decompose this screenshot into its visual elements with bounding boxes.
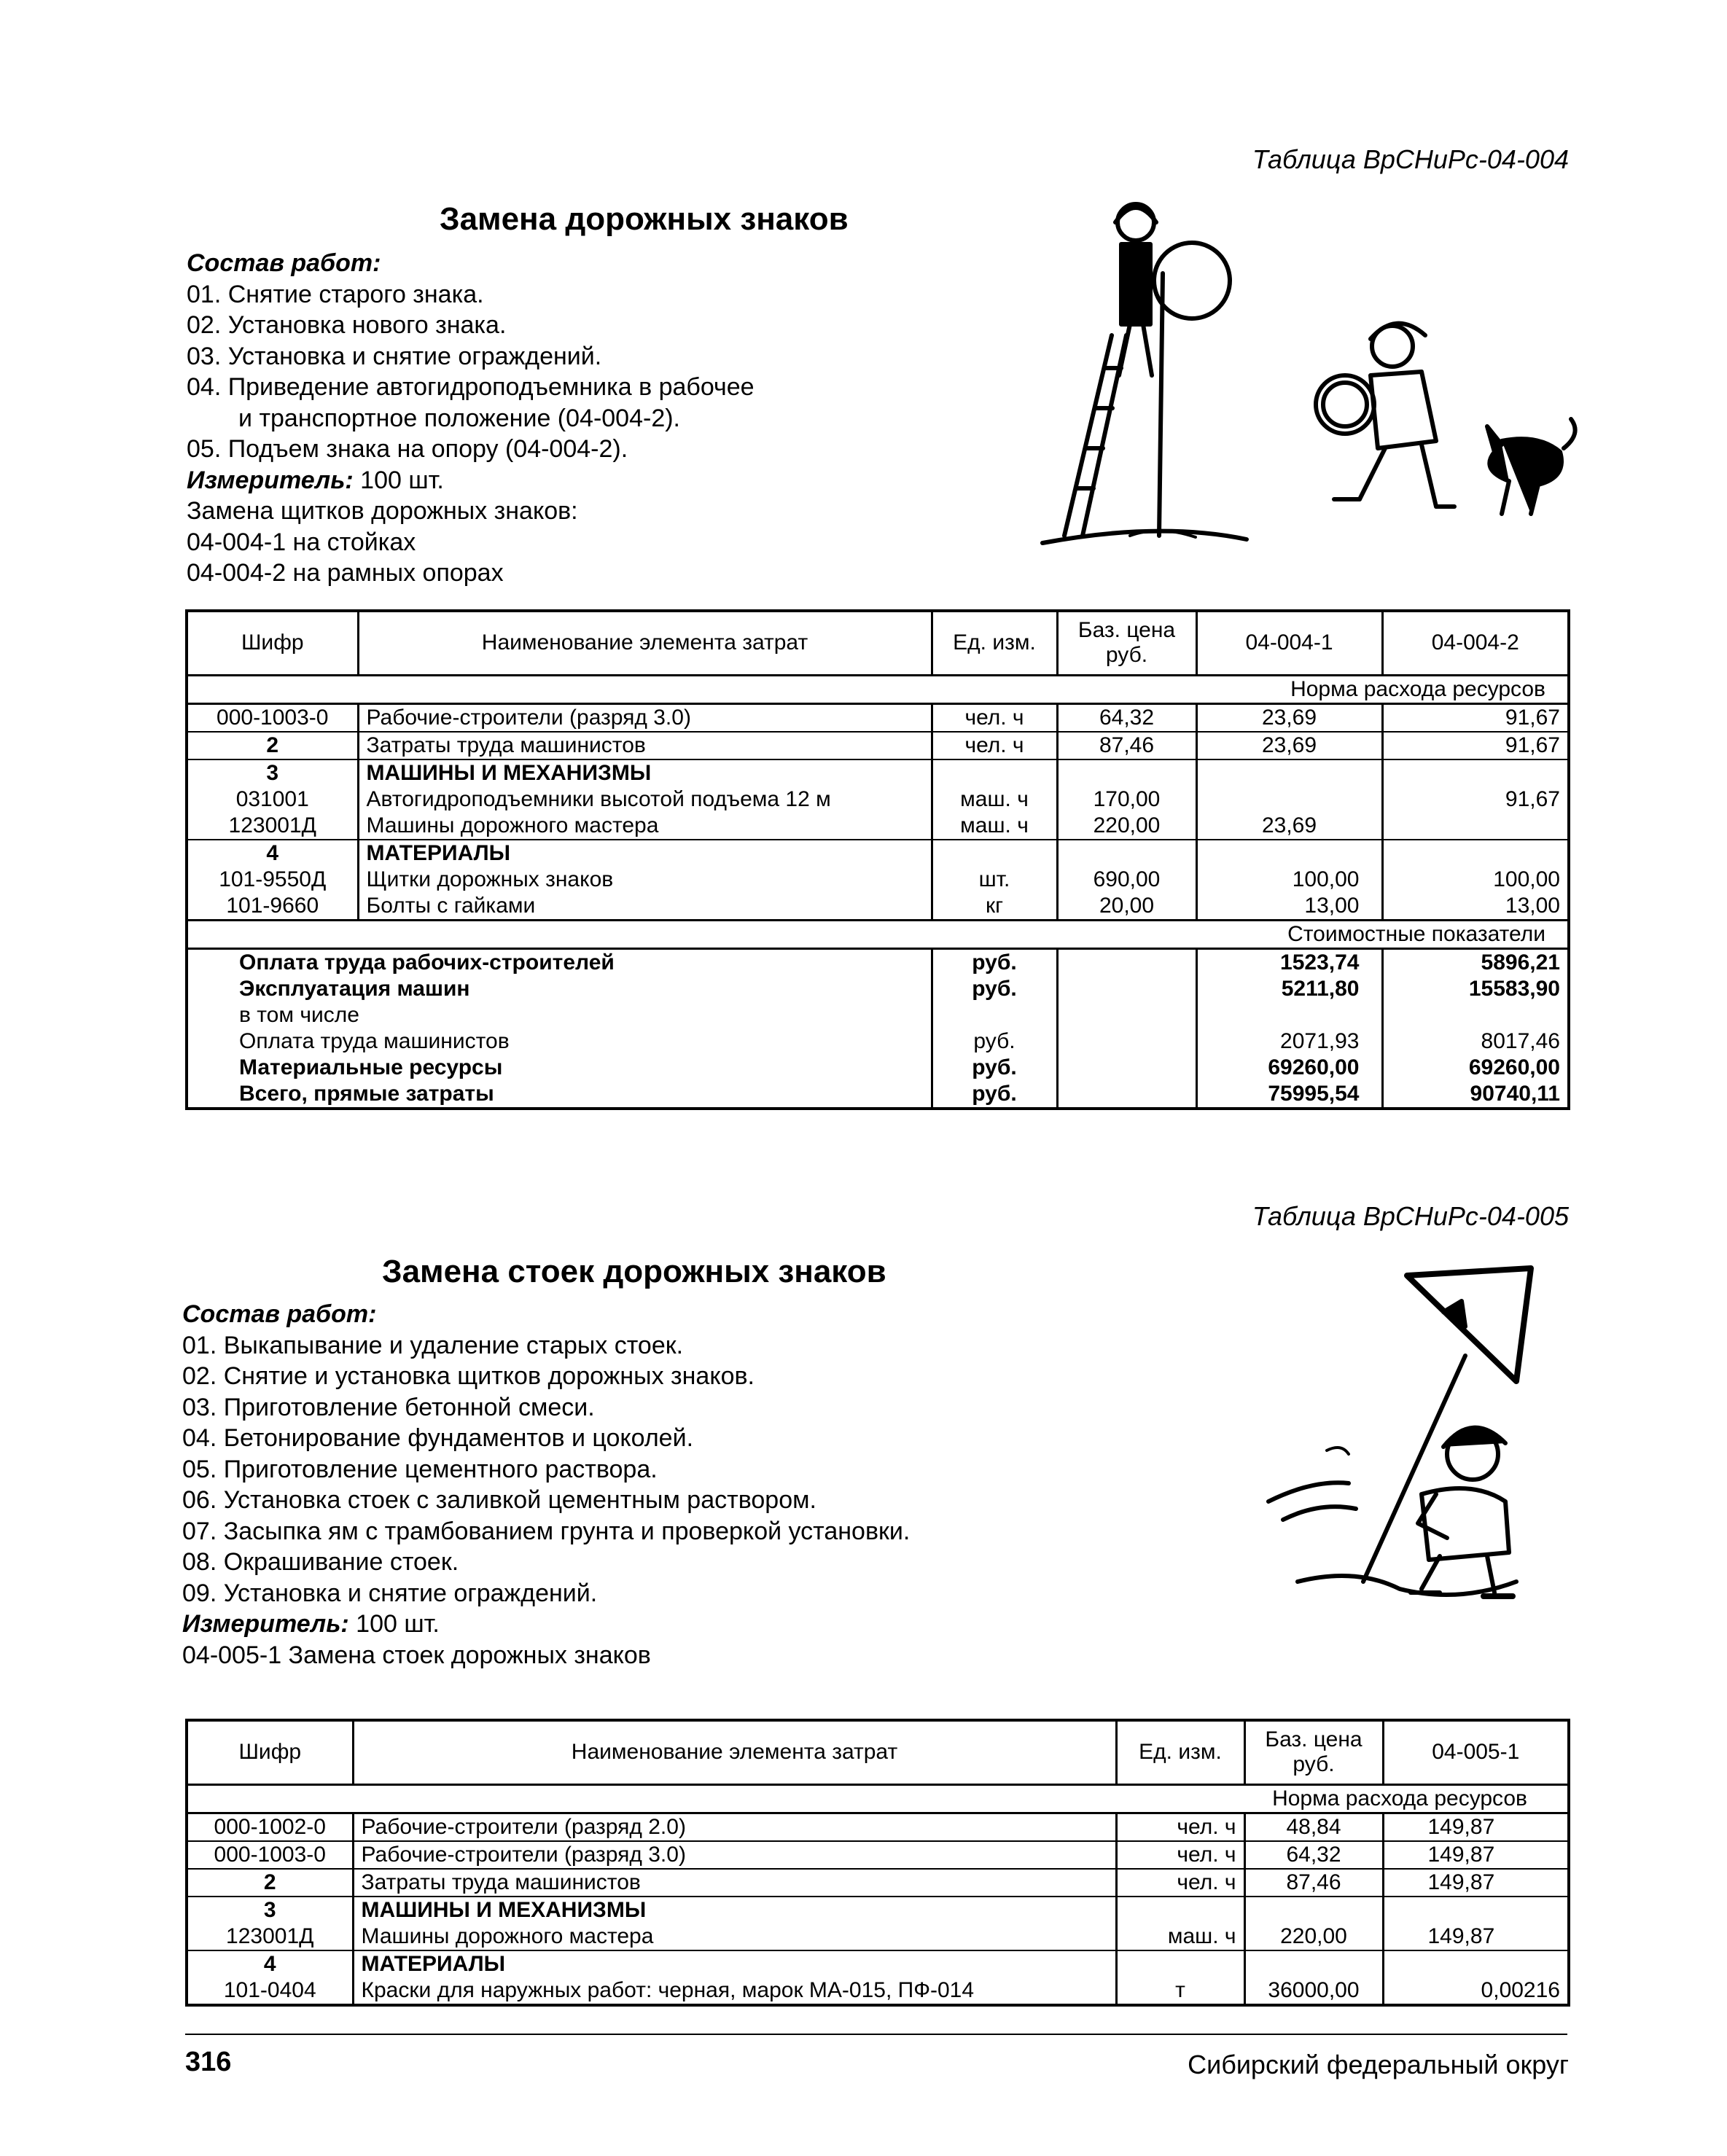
cell-name: Краски для наружных работ: черная, марок МА-015, ПФ-014 [353, 1977, 1116, 2005]
cell-value: 8017,46 [1382, 1028, 1569, 1055]
meter-label: Измеритель: [182, 1610, 349, 1638]
cell-unit: чел. ч [1116, 1841, 1244, 1869]
cell-value: 149,87 [1383, 1923, 1569, 1950]
meter-label: Измеритель: [187, 466, 354, 494]
column-header: Баз. цена руб. [1244, 1720, 1383, 1784]
cell-value: 75995,54 [1196, 1081, 1382, 1109]
cost-row [187, 1002, 1569, 1028]
cell-price: 87,46 [1057, 732, 1196, 759]
work-composition [187, 248, 755, 589]
table-row-group-header [187, 759, 1569, 786]
column-header: Ед. изм. [1116, 1720, 1244, 1784]
extra-line: 04-004-1 на стойках [187, 528, 416, 556]
cell-unit: маш. ч [932, 786, 1057, 813]
cell-value: 149,87 [1383, 1869, 1569, 1897]
workers-illustration [1028, 193, 1582, 565]
meter-value: 100 шт. [348, 1610, 440, 1638]
table-header-row [187, 611, 1569, 675]
band-row [187, 1784, 1569, 1813]
cell-value: 91,67 [1382, 732, 1569, 759]
table-caption: Таблица ВрСНиРс-04-005 [1252, 1201, 1569, 1231]
cell-value: 23,69 [1196, 732, 1382, 759]
cell-value: 69260,00 [1382, 1055, 1569, 1081]
cell-value: 5896,21 [1382, 948, 1569, 976]
column-header: Шифр [187, 1720, 353, 1784]
table-row [187, 1813, 1569, 1841]
cell-code: 000-1003-0 [187, 703, 358, 732]
table-row [187, 1869, 1569, 1897]
step: 06. Установка стоек с заливкой цементным раствором. [182, 1486, 816, 1514]
cell-code: 000-1002-0 [187, 1813, 353, 1841]
step: 01. Снятие старого знака. [187, 280, 484, 308]
cell-value: 91,67 [1382, 786, 1569, 813]
band-row [187, 675, 1569, 703]
cell-unit: чел. ч [932, 732, 1057, 759]
cell-value: 90740,11 [1382, 1081, 1569, 1109]
work-composition [182, 1299, 910, 1671]
cell-name: Рабочие-строители (разряд 3.0) [353, 1841, 1116, 1869]
table-row [187, 1923, 1569, 1950]
cell-value: 2071,93 [1196, 1028, 1382, 1055]
meter-value: 100 шт. [353, 466, 444, 494]
cell-name: Рабочие-строители (разряд 3.0) [358, 703, 932, 732]
cell-unit: руб. [932, 1081, 1057, 1109]
cell-name: Затраты труда машинистов [358, 732, 932, 759]
extra-line: Замена щитков дорожных знаков: [187, 497, 578, 525]
cell-code: 031001 [187, 786, 358, 813]
table-caption: Таблица ВрСНиРс-04-004 [1252, 144, 1569, 174]
cost-row [187, 948, 1569, 976]
table-row [187, 867, 1569, 893]
cell-unit: чел. ч [1116, 1869, 1244, 1897]
cell-value: 13,00 [1196, 893, 1382, 921]
step: 07. Засыпка ям с трамбованием грунта и проверкой установки. [182, 1517, 911, 1545]
table-row [187, 786, 1569, 813]
cell-unit: руб. [932, 976, 1057, 1002]
band-label: Норма расхода ресурсов [187, 675, 1569, 703]
section-title: Замена стоек дорожных знаков [382, 1254, 886, 1289]
column-header: Ед. изм. [932, 611, 1057, 675]
cell-code: 4 [187, 1950, 353, 1977]
cell-name: Всего, прямые затраты [187, 1081, 932, 1109]
table-row [187, 732, 1569, 759]
cost-row-total [187, 1081, 1569, 1109]
table-row [187, 893, 1569, 921]
cell-unit: т [1116, 1977, 1244, 2005]
cell-code: 2 [187, 732, 358, 759]
resource-table-04-004 [185, 609, 1570, 1110]
cell-name: Машины дорожного мастера [358, 813, 932, 840]
cell-unit: руб. [932, 1055, 1057, 1081]
footer-divider [185, 2034, 1567, 2035]
cell-price: 220,00 [1244, 1923, 1383, 1950]
meter [187, 465, 755, 496]
cell-name: Машины дорожного мастера [353, 1923, 1116, 1950]
band-label: Стоимостные показатели [187, 920, 1569, 948]
cell-value [1196, 786, 1382, 813]
step: 03. Установка и снятие ограждений. [187, 342, 602, 370]
cell-value [1382, 813, 1569, 840]
cell-name: Материальные ресурсы [187, 1055, 932, 1081]
cell-unit: чел. ч [1116, 1813, 1244, 1841]
column-header: Наименование элемента затрат [353, 1720, 1116, 1784]
cell-value: 0,00216 [1383, 1977, 1569, 2005]
cell-value: 23,69 [1196, 813, 1382, 840]
table-header-row [187, 1720, 1569, 1784]
cell-value: 23,69 [1196, 703, 1382, 732]
table-row-group-header [187, 1897, 1569, 1923]
step: 05. Приготовление цементного раствора. [182, 1455, 658, 1483]
band-label: Норма расхода ресурсов [187, 1784, 1569, 1813]
table-row [187, 1841, 1569, 1869]
table-row [187, 703, 1569, 732]
cell-code: 101-9660 [187, 893, 358, 921]
section-title: Замена дорожных знаков [440, 201, 849, 237]
cell-code: 4 [187, 840, 358, 867]
cell-code: 2 [187, 1869, 353, 1897]
cell-unit: маш. ч [932, 813, 1057, 840]
cell-price: 64,32 [1057, 703, 1196, 732]
table-row-group-header [187, 1950, 1569, 1977]
cell-value: 91,67 [1382, 703, 1569, 732]
cell-unit: маш. ч [1116, 1923, 1244, 1950]
extra-line: 04-004-2 на рамных опорах [187, 559, 504, 587]
table-row-group-header [187, 840, 1569, 867]
column-header: 04-004-1 [1196, 611, 1382, 675]
cell-name: Оплата труда рабочих-строителей [187, 948, 932, 976]
cost-row [187, 1055, 1569, 1081]
cell-value: 13,00 [1382, 893, 1569, 921]
step: 05. Подъем знака на опору (04-004-2). [187, 435, 628, 463]
cell-price: 48,84 [1244, 1813, 1383, 1841]
cell-name: Болты с гайками [358, 893, 932, 921]
composition-label: Состав работ: [182, 1300, 377, 1328]
cell-code: 3 [187, 759, 358, 786]
cell-name: Автогидроподъемники высотой подъема 12 м [358, 786, 932, 813]
composition-label: Состав работ: [187, 249, 381, 277]
cell-price: 20,00 [1057, 893, 1196, 921]
cell-unit: кг [932, 893, 1057, 921]
cell-code: 3 [187, 1897, 353, 1923]
cell-value: 15583,90 [1382, 976, 1569, 1002]
cell-code: 123001Д [187, 1923, 353, 1950]
cell-price: 36000,00 [1244, 1977, 1383, 2005]
sign-installer-illustration [1254, 1261, 1545, 1618]
cell-value: 149,87 [1383, 1841, 1569, 1869]
cell-name: Рабочие-строители (разряд 2.0) [353, 1813, 1116, 1841]
cell-name: МАТЕРИАЛЫ [358, 840, 932, 867]
footer-region: Сибирский федеральный округ [1188, 2050, 1569, 2079]
step: 08. Окрашивание стоек. [182, 1548, 459, 1576]
cell-name: Эксплуатация машин [187, 976, 932, 1002]
cell-name: Щитки дорожных знаков [358, 867, 932, 893]
table-row [187, 813, 1569, 840]
cell-unit: руб. [932, 948, 1057, 976]
resource-table-04-005 [185, 1719, 1570, 2007]
cell-name: в том числе [187, 1002, 932, 1028]
column-header: 04-004-2 [1382, 611, 1569, 675]
cell-price: 64,32 [1244, 1841, 1383, 1869]
cell-value: 100,00 [1196, 867, 1382, 893]
cell-name: Затраты труда машинистов [353, 1869, 1116, 1897]
cell-code: 101-0404 [187, 1977, 353, 2005]
cell-unit: чел. ч [932, 703, 1057, 732]
column-header: Наименование элемента затрат [358, 611, 932, 675]
step: 02. Установка нового знака. [187, 311, 507, 339]
cell-name: Оплата труда машинистов [187, 1028, 932, 1055]
cell-code: 123001Д [187, 813, 358, 840]
column-header: Шифр [187, 611, 358, 675]
cell-unit: шт. [932, 867, 1057, 893]
cell-price: 87,46 [1244, 1869, 1383, 1897]
column-header: Баз. цена руб. [1057, 611, 1196, 675]
extra-line: 04-005-1 Замена стоек дорожных знаков [182, 1641, 651, 1669]
cell-value: 5211,80 [1196, 976, 1382, 1002]
cell-value: 1523,74 [1196, 948, 1382, 976]
table-row [187, 1977, 1569, 2005]
cell-value: 149,87 [1383, 1813, 1569, 1841]
meter [182, 1609, 910, 1640]
cell-price: 170,00 [1057, 786, 1196, 813]
step: 03. Приготовление бетонной смеси. [182, 1393, 595, 1421]
step: 02. Снятие и установка щитков дорожных знаков. [182, 1362, 755, 1390]
cell-name: МАШИНЫ И МЕХАНИЗМЫ [353, 1897, 1116, 1923]
band-row [187, 920, 1569, 948]
step-continuation: и транспортное положение (04-004-2). [238, 404, 680, 432]
cell-name: МАТЕРИАЛЫ [353, 1950, 1116, 1977]
cell-code: 000-1003-0 [187, 1841, 353, 1869]
cell-code: 101-9550Д [187, 867, 358, 893]
column-header: 04-005-1 [1383, 1720, 1569, 1784]
step: 04. Бетонирование фундаментов и цоколей. [182, 1424, 694, 1452]
cost-row [187, 1028, 1569, 1055]
step: 04. Приведение автогидроподъемника в рабочее [187, 373, 755, 401]
cell-name: МАШИНЫ И МЕХАНИЗМЫ [358, 759, 932, 786]
step: 09. Установка и снятие ограждений. [182, 1579, 598, 1607]
cost-row [187, 976, 1569, 1002]
cell-unit: руб. [932, 1028, 1057, 1055]
cell-price: 690,00 [1057, 867, 1196, 893]
page-number: 316 [185, 2047, 232, 2077]
step: 01. Выкапывание и удаление старых стоек. [182, 1331, 684, 1359]
cell-value: 69260,00 [1196, 1055, 1382, 1081]
cell-price: 220,00 [1057, 813, 1196, 840]
cell-value: 100,00 [1382, 867, 1569, 893]
